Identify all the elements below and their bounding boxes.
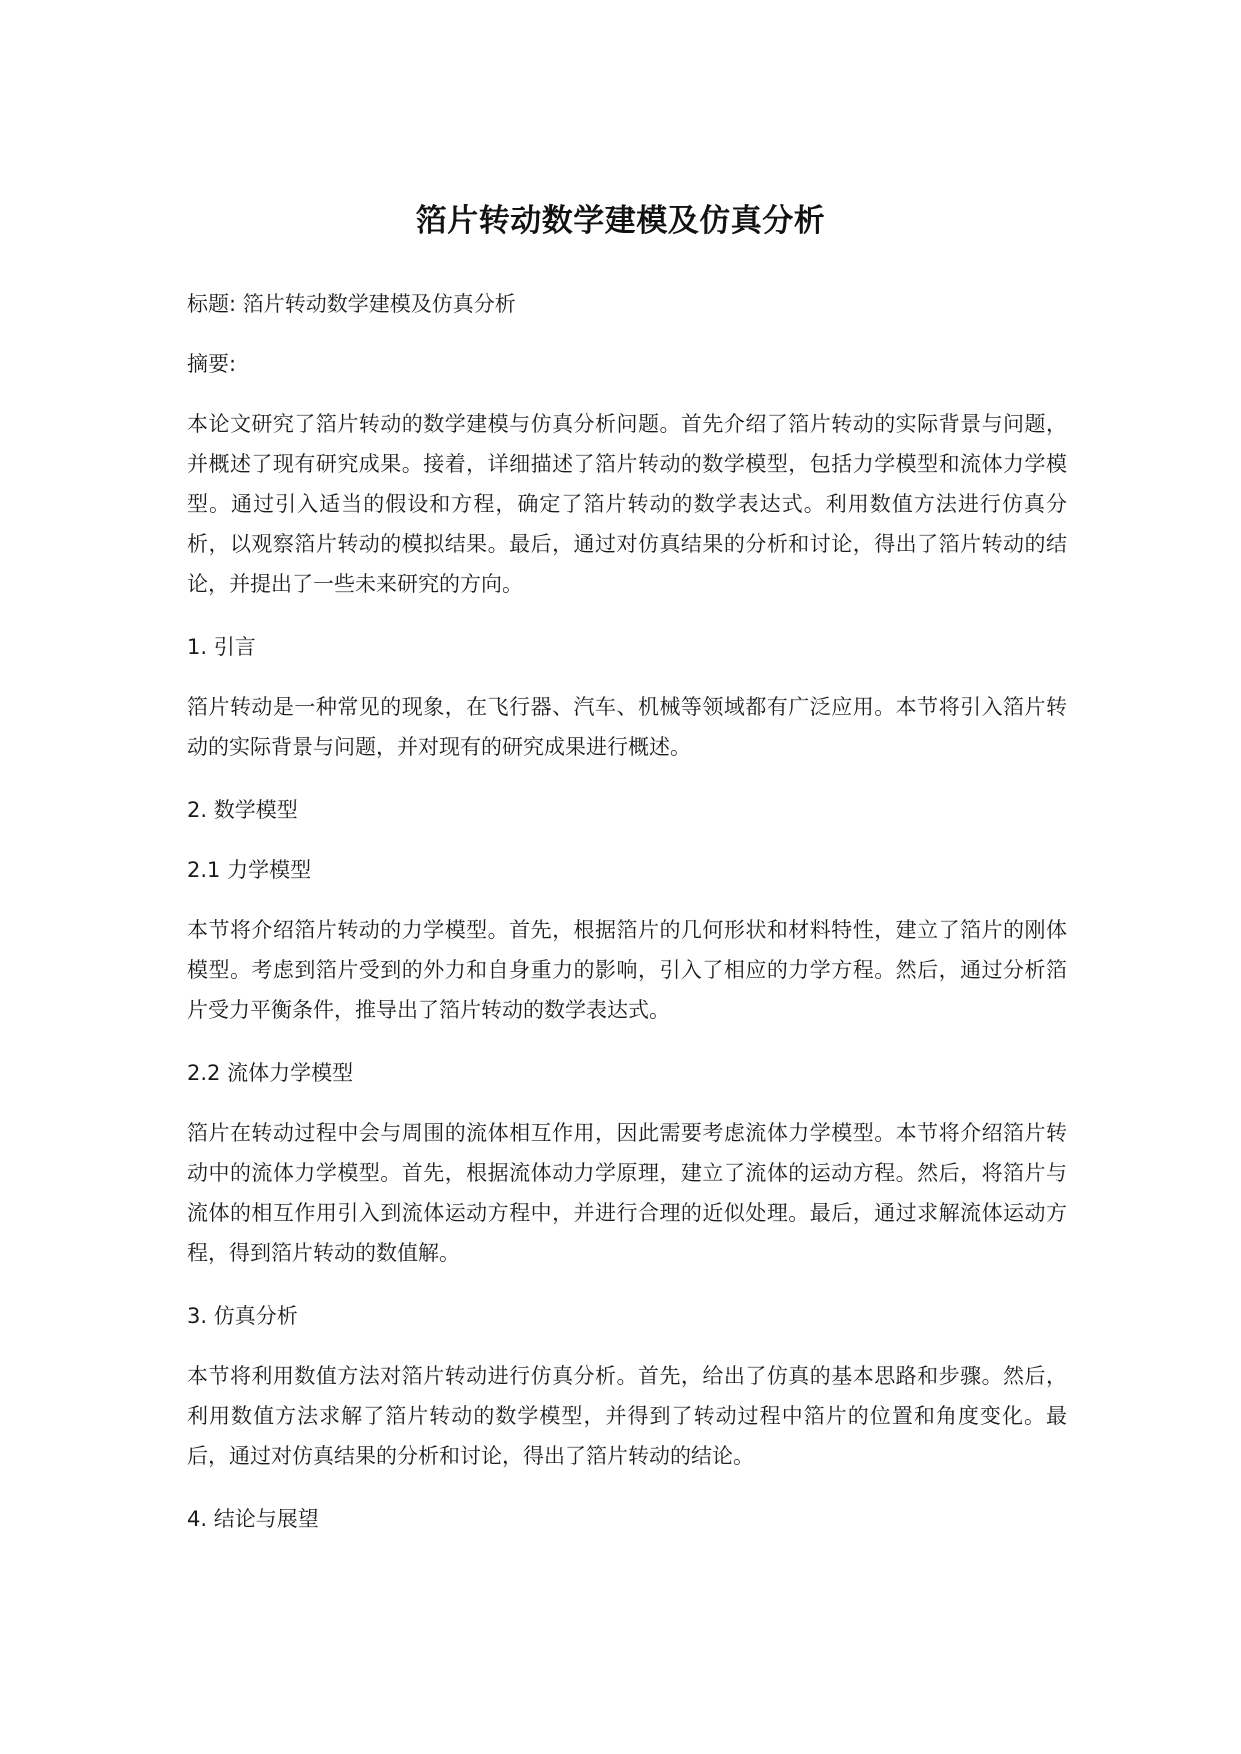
section-heading-model: 2. 数学模型 (187, 798, 298, 822)
section-heading-conclusion: 4. 结论与展望 (187, 1507, 319, 1531)
section-heading-mechanics: 2.1 力学模型 (187, 858, 312, 882)
subject-line: 标题: 箔片转动数学建模及仿真分析 (187, 292, 516, 316)
section-paragraph-intro: 箔片转动是一种常见的现象，在飞行器、汽车、机械等领域都有广泛应用。本节将引入箔片转动的实际背景与问题，并对现有的研究成果进行概述。 (187, 695, 1067, 759)
section-heading-fluid: 2.2 流体力学模型 (187, 1061, 354, 1085)
section-heading-intro: 1. 引言 (187, 635, 256, 659)
abstract-label: 摘要: (187, 352, 237, 376)
section-heading-simulation: 3. 仿真分析 (187, 1304, 298, 1328)
section-paragraph-fluid: 箔片在转动过程中会与周围的流体相互作用，因此需要考虑流体力学模型。本节将介绍箔片转动中的流体力学模型。首先，根据流体动力学原理，建立了流体的运动方程。然后，将箔片与流体的相互作用引入到流体运动方程中，并进行合理的近似处理。最后，通过求解流体运动方程，得到箔片转动的数值解。 (187, 1121, 1067, 1265)
document-title: 箔片转动数学建模及仿真分析 (415, 202, 826, 239)
section-paragraph-simulation: 本节将利用数值方法对箔片转动进行仿真分析。首先，给出了仿真的基本思路和步骤。然后，利用数值方法求解了箔片转动的数学模型，并得到了转动过程中箔片的位置和角度变化。最后，通过对仿真结果的分析和讨论，得出了箔片转动的结论。 (187, 1364, 1067, 1468)
abstract-paragraph: 本论文研究了箔片转动的数学建模与仿真分析问题。首先介绍了箔片转动的实际背景与问题，并概述了现有研究成果。接着，详细描述了箔片转动的数学模型，包括力学模型和流体力学模型。通过引入适当的假设和方程，确定了箔片转动的数学表达式。利用数值方法进行仿真分析，以观察箔片转动的模拟结果。最后，通过对仿真结果的分析和讨论，得出了箔片转动的结论，并提出了一些未来研究的方向。 (187, 412, 1067, 596)
section-paragraph-mechanics: 本节将介绍箔片转动的力学模型。首先，根据箔片的几何形状和材料特性，建立了箔片的刚体模型。考虑到箔片受到的外力和自身重力的影响，引入了相应的力学方程。然后，通过分析箔片受力平衡条件，推导出了箔片转动的数学表达式。 (187, 918, 1067, 1022)
document-body (187, 284, 1067, 1559)
